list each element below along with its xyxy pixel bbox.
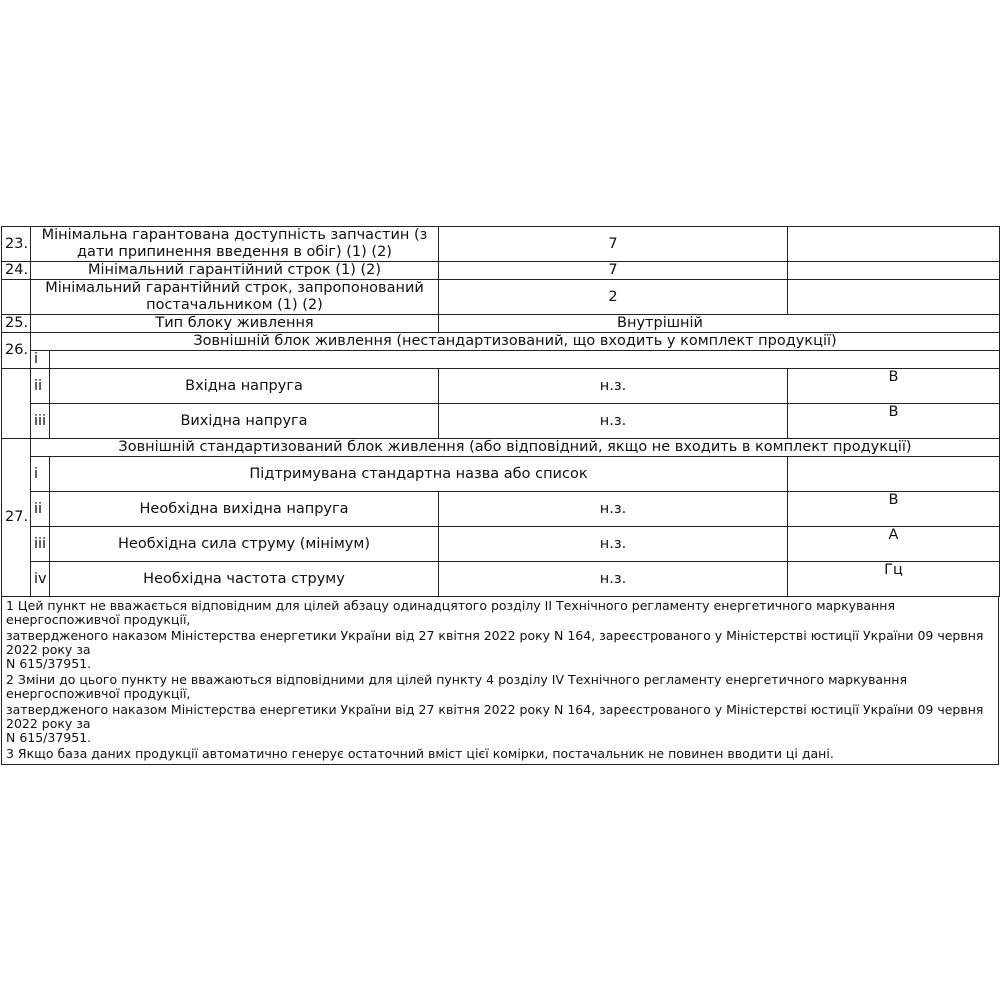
parameter-extra [788, 280, 1000, 315]
section-header: Зовнішній блок живлення (нестандартизований, що входить у комплект продукції) [31, 333, 1000, 351]
sub-item-number: i [31, 351, 50, 369]
table-row [2, 439, 1000, 457]
unit-label: В [788, 492, 1000, 527]
row-number: 27. [2, 439, 31, 597]
sub-item-number: iii [31, 404, 50, 439]
row-number-spacer [2, 369, 31, 439]
section-header: Зовнішній стандартизований блок живлення (або відповідний, якщо не входить в комплект продукції) [31, 439, 1000, 457]
parameter-label [31, 280, 439, 315]
parameter-value: н.з. [439, 562, 788, 597]
footnote-line: 2022 року за [6, 716, 91, 731]
sub-item-number: iii [31, 527, 50, 562]
label-line: Мінімальна гарантована доступність запчастин (з [41, 227, 428, 243]
label-line: Мінімальний гарантійний строк, запропонований [45, 280, 424, 296]
sub-item-number: ii [31, 369, 50, 404]
parameter-value: н.з. [439, 492, 788, 527]
table-row [2, 457, 1000, 492]
unit-label: Гц [788, 562, 1000, 597]
parameter-label: Вихідна напруга [50, 404, 439, 439]
unit-label: В [788, 404, 1000, 439]
footnote-line: затвердженого наказом Міністерства енергетики України від 27 квітня 2022 року N 164, зареєстрованого у Міністерстві юстиції України 09 червня [6, 702, 984, 717]
parameter-value: н.з. [439, 527, 788, 562]
label-line: дати припинення введення в обіг) (1) (2) [77, 244, 392, 260]
sub-item-number: ii [31, 492, 50, 527]
footnote-line: енергоспоживчої продукції, [6, 612, 191, 627]
parameters-table [1, 226, 1000, 597]
parameter-label: Мінімальний гарантійний строк (1) (2) [31, 262, 439, 280]
table-row [2, 562, 1000, 597]
row-number: 26. [2, 333, 31, 369]
footnote-line: 1 Цей пункт не вважається відповідним для цілей абзацу одинадцятого розділу ІІ Технічного регламенту енергетичного маркування [6, 598, 895, 613]
unit-label: В [788, 369, 1000, 404]
parameter-value: н.з. [439, 369, 788, 404]
parameter-value: 2 [439, 280, 788, 315]
table-row [2, 369, 1000, 404]
footnotes [1, 597, 999, 765]
row-number: 25. [2, 315, 31, 333]
footnote-line: 3 Якщо база даних продукції автоматично генерує остаточний вміст цієї комірки, постачальник не повинен вводити ці дані. [6, 746, 834, 761]
label-line: постачальником (1) (2) [146, 297, 323, 313]
parameter-value: 7 [439, 227, 788, 262]
footnote-line: 2022 року за [6, 642, 91, 657]
row-number: 24. [2, 262, 31, 280]
table-row [2, 492, 1000, 527]
table-row [2, 333, 1000, 351]
parameter-value: Внутрішній [439, 315, 1000, 333]
parameter-value [788, 457, 1000, 492]
table-row [2, 227, 1000, 262]
parameter-label [50, 351, 1000, 369]
table-row [2, 527, 1000, 562]
parameter-label: Підтримувана стандартна назва або список [50, 457, 788, 492]
parameter-extra [788, 227, 1000, 262]
unit-label: А [788, 527, 1000, 562]
parameter-label: Вхідна напруга [50, 369, 439, 404]
footnote-line: N 615/37951. [6, 730, 92, 745]
table-row [2, 351, 1000, 369]
table-row [2, 280, 1000, 315]
sub-item-number: iv [31, 562, 50, 597]
parameter-extra [788, 262, 1000, 280]
row-number [2, 280, 31, 315]
parameter-label: Необхідна сила струму (мінімум) [50, 527, 439, 562]
parameter-value: н.з. [439, 404, 788, 439]
row-number: 23. [2, 227, 31, 262]
table-row [2, 315, 1000, 333]
footnote-line: затвердженого наказом Міністерства енергетики України від 27 квітня 2022 року N 164, зареєстрованого у Міністерстві юстиції України 09 червня [6, 628, 984, 643]
parameter-label: Необхідна частота струму [50, 562, 439, 597]
product-info-sheet [1, 226, 999, 765]
table-row [2, 262, 1000, 280]
footnote-line: 2 Зміни до цього пункту не вважаються відповідними для цілей пункту 4 розділу IV Технічного регламенту енергетичного маркування [6, 672, 907, 687]
parameter-value: 7 [439, 262, 788, 280]
table-row [2, 404, 1000, 439]
parameter-label: Тип блоку живлення [31, 315, 439, 333]
parameter-label: Необхідна вихідна напруга [50, 492, 439, 527]
parameter-label [31, 227, 439, 262]
sub-item-number: i [31, 457, 50, 492]
footnote-line: енергоспоживчої продукції, [6, 686, 191, 701]
footnote-line: N 615/37951. [6, 656, 92, 671]
